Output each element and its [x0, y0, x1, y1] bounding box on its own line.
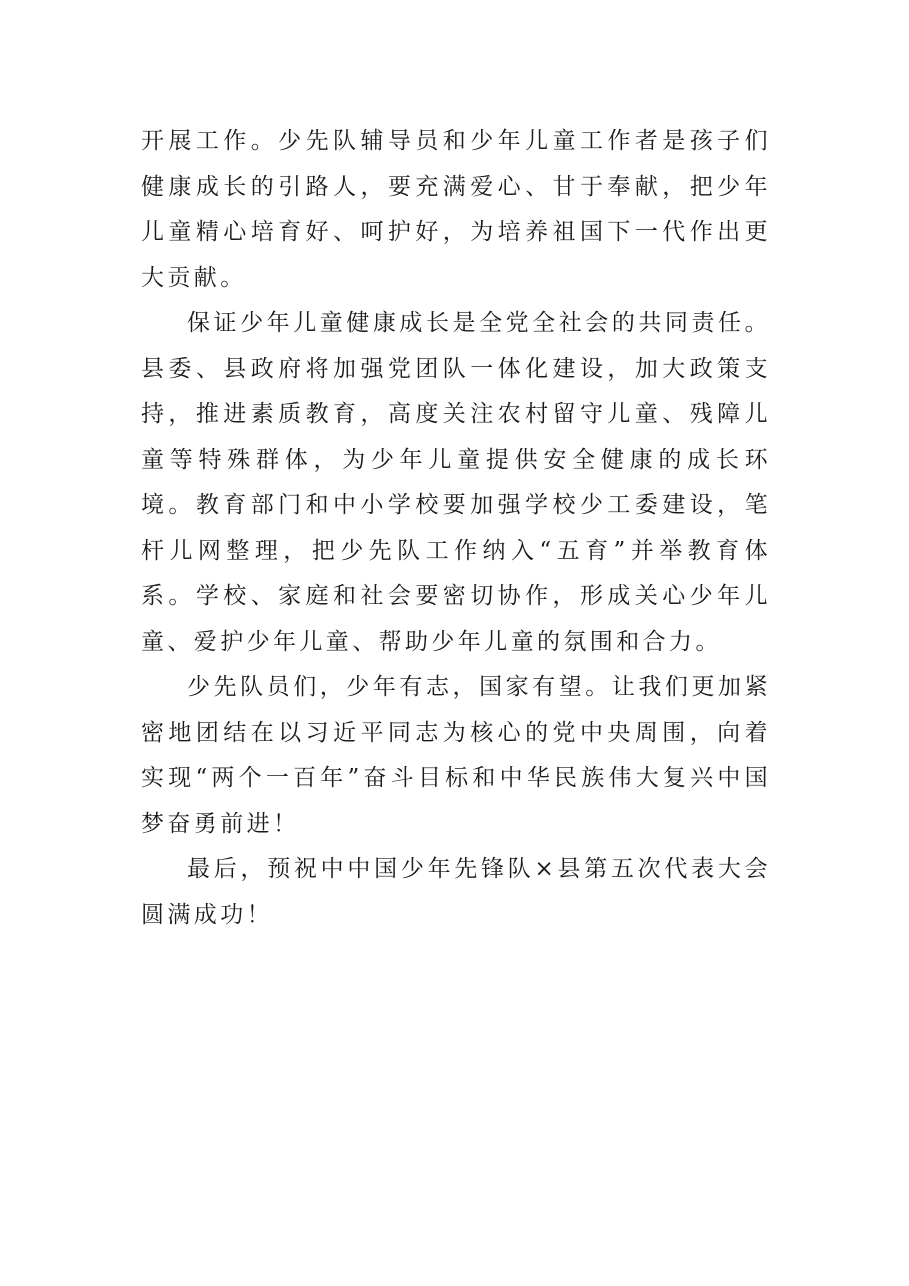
- paragraph-1: 开展工作。少先队辅导员和少年儿童工作者是孩子们健康成长的引路人，要充满爱心、甘于奉献，把少年儿童精心培育好、呵护好，为培养祖国下一代作出更大贡献。: [141, 128, 771, 291]
- paragraph-3: 少先队员们，少年有志，国家有望。让我们更加紧密地团结在以习近平同志为核心的党中央周围，向着实现“两个一百年”奋斗目标和中华民族伟大复兴中国梦奋勇前进！: [141, 674, 771, 837]
- document-body: [141, 119, 771, 938]
- paragraph-2: 保证少年儿童健康成长是全党全社会的共同责任。县委、县政府将加强党团队一体化建设，加大政策支持，推进素质教育，高度关注农村留守儿童、残障儿童等特殊群体，为少年儿童提供安全健康的成长环境。教育部门和中小学校要加强学校少工委建设，笔杆儿网整理，把少先队工作纳入“五育”并举教育体系。学校、家庭和社会要密切协作，形成关心少年儿童、爱护少年儿童、帮助少年儿童的氛围和合力。: [141, 310, 771, 655]
- paragraph-4: 最后，预祝中中国少年先锋队×县第五次代表大会圆满成功！: [141, 856, 771, 928]
